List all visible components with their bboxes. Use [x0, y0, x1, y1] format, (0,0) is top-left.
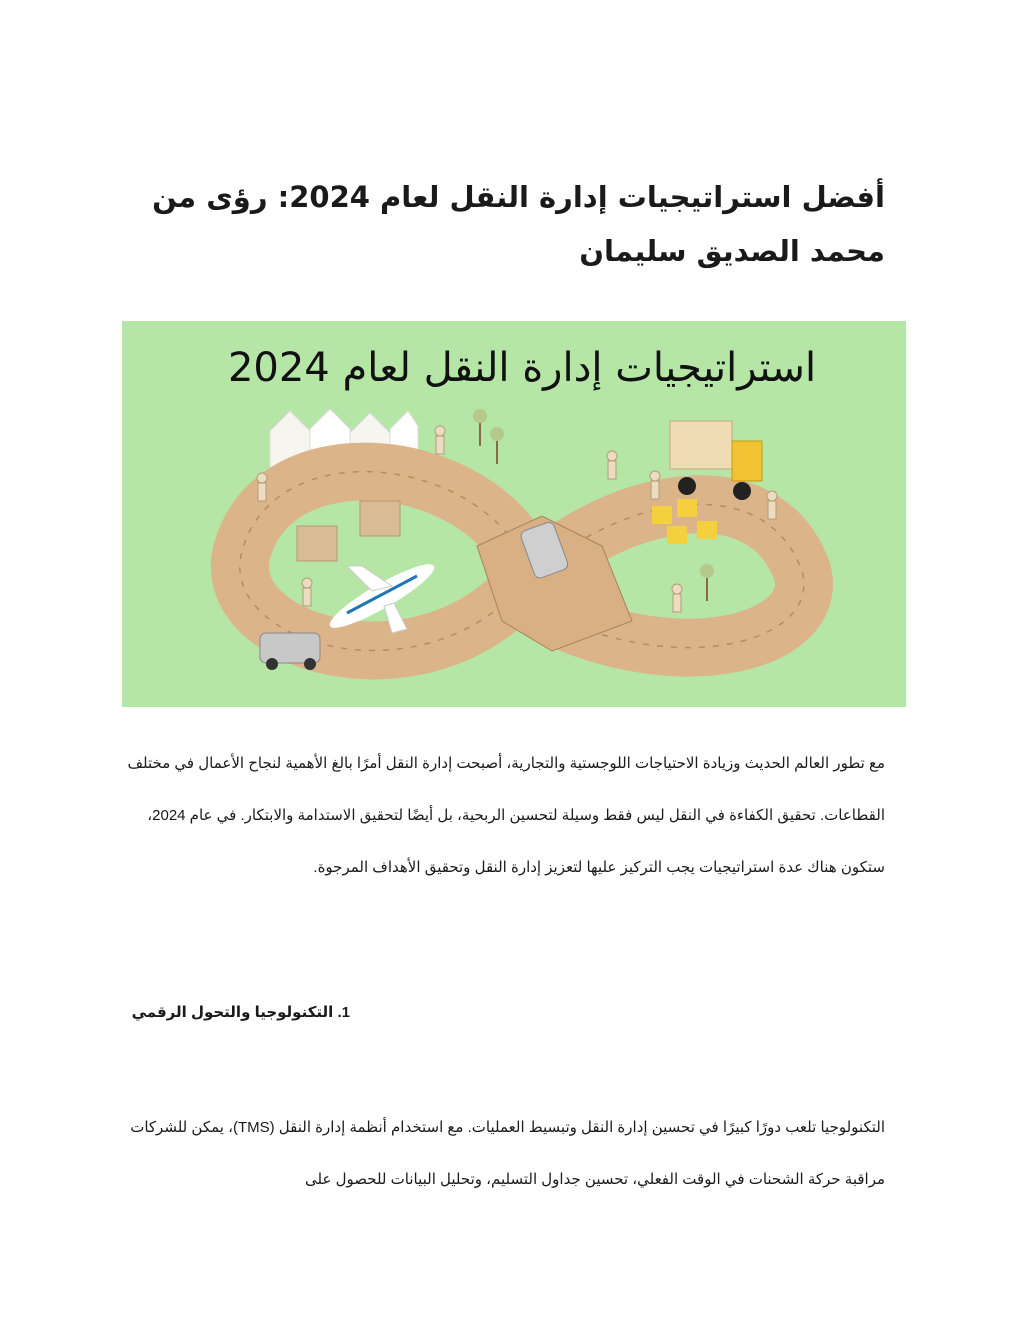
hero-image [122, 321, 906, 707]
intro-paragraph: مع تطور العالم الحديث وزيادة الاحتياجات اللوجستية والتجارية، أصبحت إدارة النقل أمرًا بالغ الأهمية لنجاح الأعمال في مختلف القطاعات. تحقيق الكفاءة في النقل ليس فقط وسيلة لتحسين الربحية، بل أيضًا لتحقيق الاستدامة والابتكار. في عام 2024، ستكون هناك عدة استراتيجيات يجب التركيز عليها لتعزيز إدارة النقل وتحقيق الأهداف المرجوة. [127, 755, 885, 876]
section-heading: 1. التكنولوجيا والتحول الرقمي [131, 1004, 350, 1021]
page-title: أفضل استراتيجيات إدارة النقل لعام 2024: رؤى من محمد الصديق سليمان [152, 180, 885, 268]
image-caption: استراتيجيات إدارة النقل لعام 2024 [227, 345, 817, 391]
section-body: التكنولوجيا تلعب دورًا كبيرًا في تحسين إدارة النقل وتبسيط العمليات. مع استخدام أنظمة إدارة النقل (TMS)، يمكن للشركات مراقبة حركة الشحنات في الوقت الفعلي، تحسين جداول التسليم، وتحليل البيانات للحصول على [130, 1119, 885, 1188]
